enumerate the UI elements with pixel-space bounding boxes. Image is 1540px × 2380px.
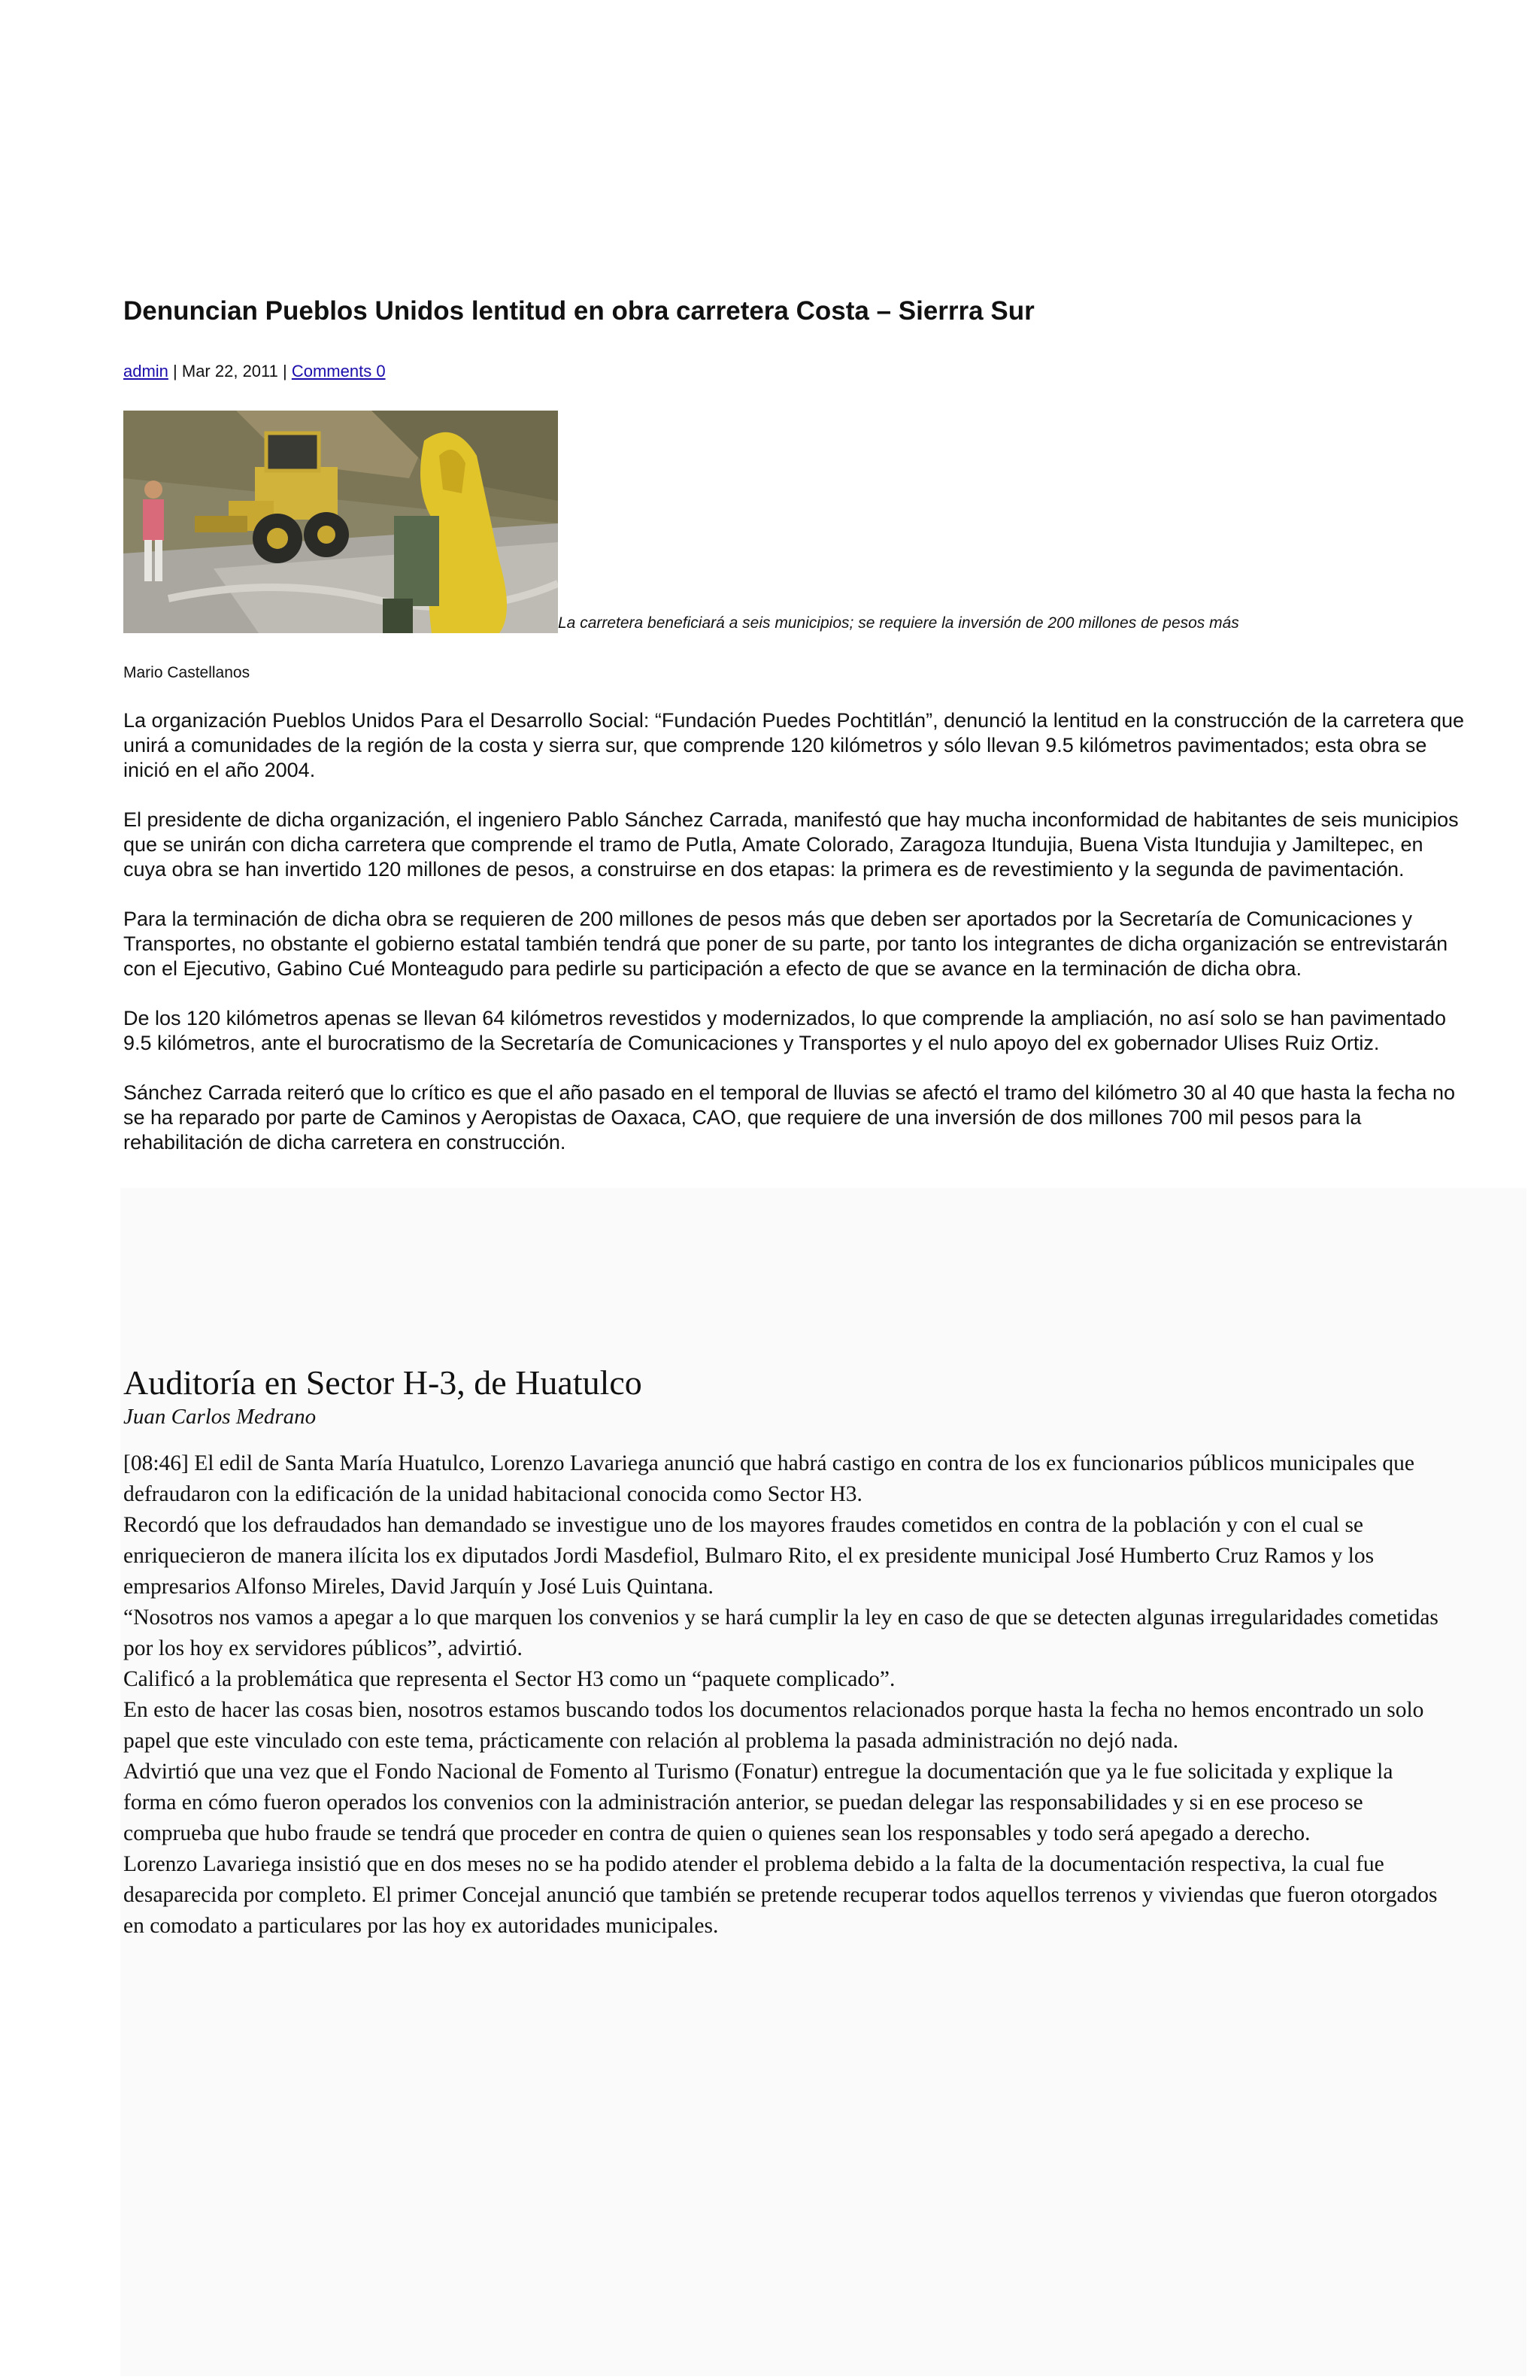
- article-paragraph: Advirtió que una vez que el Fondo Nacional de Fomento al Turismo (Fonatur) entregue la documentación que ya le fue solicitada y explique la forma en cómo fueron operados los convenios con la administración anterior, se puedan delegar las responsabilidades y si en ese proceso se comprueba que hubo fraude se tendrá que proceder en contra de quien o quienes sean los responsables y todo será apegado a derecho.: [123, 1760, 1393, 1845]
- article-title: Auditoría en Sector H-3, de Huatulco: [123, 1363, 642, 1402]
- article-audit-huatulco: [123, 1363, 1447, 1942]
- article-paragraph: De los 120 kilómetros apenas se llevan 64 kilómetros revestidos y modernizados, lo que comprende la ampliación, no así solo se han pavimentado 9.5 kilómetros, ante el burocratismo de la Secretaría de Comunicaciones y Transportes y el nulo apoyo del ex gobernador Ulises Ruiz Ortiz.: [123, 1007, 1446, 1054]
- article-paragraph: “Nosotros nos vamos a apegar a lo que marquen los convenios y se hará cumplir la ley en caso de que se detecten algunas irregularidades cometidas por los hoy ex servidores públicos”, advirtió.: [123, 1605, 1438, 1660]
- road-construction-photo: [123, 411, 558, 633]
- photo-caption: La carretera beneficiará a seis municipios; se requiere la inversión de 200 millones de pesos más: [558, 614, 1239, 632]
- meta-separator: |: [168, 362, 182, 380]
- article-paragraph: El presidente de dicha organización, el ingeniero Pablo Sánchez Carrada, manifestó que hay mucha inconformidad de habitantes de seis municipios que se unirán con dicha carretera que comprende el tramo de Putla, Amate Colorado, Zaragoza Itundujia, Buena Vista Itundujia y Jamiltepec, en cuya obra se han invertido 120 millones de pesos, a construirse en dos etapas: la primera es de revestimiento y la segunda de pavimentación.: [123, 808, 1459, 881]
- article-paragraph: Para la terminación de dicha obra se requieren de 200 millones de pesos más que deben ser aportados por la Secretaría de Comunicaciones y Transportes, no obstante el gobierno estatal también tendrá que poner de su parte, por tanto los integrantes de dicha organización se entrevistarán con el Ejecutivo, Gabino Cué Monteagudo para pedirle su participación a efecto de que se avance en la terminación de dicha obra.: [123, 908, 1448, 980]
- article-author: Juan Carlos Medrano: [123, 1405, 317, 1429]
- article-paragraph: Calificó a la problemática que representa el Sector H3 como un “paquete complicado”.: [123, 1667, 896, 1691]
- publish-date: Mar 22, 2011: [181, 362, 278, 380]
- article-paragraph: Lorenzo Lavariega insistió que en dos meses no se ha podido atender el problema debido a la falta de la documentación respectiva, la cual fue desaparecida por completo. El primer Concejal anunció que también se pretende recuperar todos aquellos terrenos y viviendas que fueron otorgados en comodato a particulares por las hoy ex autoridades municipales.: [123, 1852, 1438, 1938]
- article-paragraph: [08:46] El edil de Santa María Huatulco, Lorenzo Lavariega anunció que habrá castigo en contra de los ex funcionarios públicos municipales que defraudaron con la edificación de la unidad habitacional conocida como Sector H3.: [123, 1451, 1414, 1506]
- article-byline: Mario Castellanos: [123, 664, 250, 681]
- article-paragraph: La organización Pueblos Unidos Para el Desarrollo Social: “Fundación Puedes Pochtitlán”, denunció la lentitud en la construcción de la carretera que unirá a comunidades de la región de la costa y sierra sur, que comprende 120 kilómetros y sólo llevan 9.5 kilómetros pavimentados; esta obra se inició en el año 2004.: [123, 709, 1465, 781]
- article-paragraph: Recordó que los defraudados han demandado se investigue uno de los mayores fraudes cometidos en contra de la población y con el cual se enriquecieron de manera ilícita los ex diputados Jordi Masdefiol, Bulmaro Rito, el ex presidente municipal José Humberto Cruz Ramos y los empresarios Alfonso Mireles, David Jarquín y José Luis Quintana.: [123, 1513, 1375, 1599]
- article-figure: [123, 411, 1469, 633]
- meta-separator: |: [277, 362, 292, 380]
- article-paragraph: Sánchez Carrada reiteró que lo crítico es que el año pasado en el temporal de lluvias se afectó el tramo del kilómetro 30 al 40 que hasta la fecha no se ha reparado por parte de Caminos y Aeropistas de Oaxaca, CAO, que requiere de una inversión de dos millones 700 mil pesos para la rehabilitación de dicha carretera en construcción.: [123, 1081, 1456, 1154]
- article-paragraph: En esto de hacer las cosas bien, nosotros estamos buscando todos los documentos relacionados porque hasta la fecha no hemos encontrado un solo papel que este vinculado con este tema, prácticamente con relación al problema la pasada administración no dejó nada.: [123, 1698, 1424, 1753]
- article-road-construction: [123, 295, 1469, 1180]
- article-meta: [123, 361, 1469, 382]
- comments-link[interactable]: Comments 0: [291, 362, 386, 380]
- author-link[interactable]: admin: [123, 362, 168, 380]
- article-title: Denuncian Pueblos Unidos lentitud en obra carretera Costa – Sierrra Sur: [123, 296, 1035, 326]
